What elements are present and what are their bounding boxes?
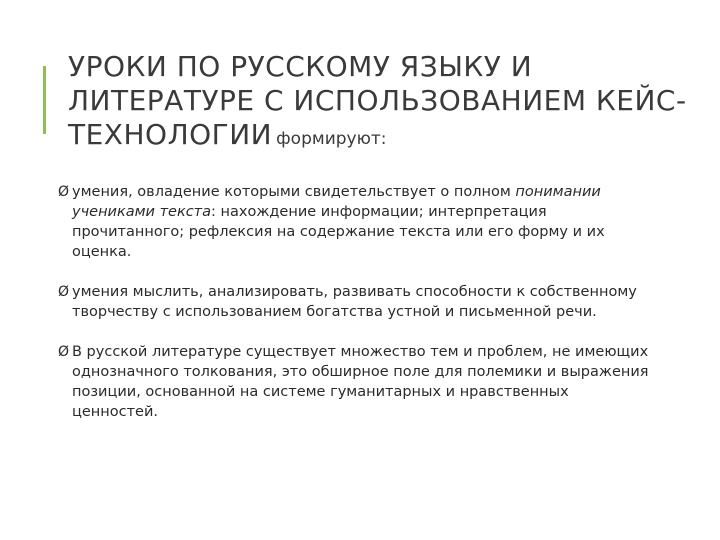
bullet-text-1-after: : нахождение информации; интерпретация прочитанного; рефлексия на содержание текста или его форму и их оценка. (72, 204, 605, 260)
bullet-text-3: В русской литературе существует множество тем и проблем, не имеющих однозначного толкования, это обширное поле для полемики и выражения позиции, основанной на системе гуманитарных и нравственных ценностей. (72, 344, 649, 420)
arrowhead-icon: Ø (58, 184, 70, 200)
bullet-item-3 (58, 342, 658, 422)
slide-title-suffix: формируют: (276, 129, 387, 149)
title-accent-bar (43, 66, 46, 134)
arrowhead-icon: Ø (58, 284, 70, 300)
bullet-item-2 (58, 282, 658, 322)
slide-title-main: УРОКИ ПО РУССКОМУ ЯЗЫКУ И ЛИТЕРАТУРЕ С ИСПОЛЬЗОВАНИЕМ КЕЙС-ТЕХНОЛОГИИ (68, 50, 687, 151)
arrowhead-icon: Ø (58, 344, 70, 360)
bullet-item-1 (58, 182, 658, 262)
slide-title (68, 50, 708, 156)
bullet-text-1-italic: понимании учениками текста (72, 184, 601, 220)
bullet-text-2: умения мыслить, анализировать, развивать способности к собственному творчеству с использованием богатства устной и письменной речи. (72, 284, 637, 320)
bullet-list (58, 182, 658, 442)
bullet-text-1-before: умения, овладение которыми свидетельствует о полном (72, 184, 516, 200)
